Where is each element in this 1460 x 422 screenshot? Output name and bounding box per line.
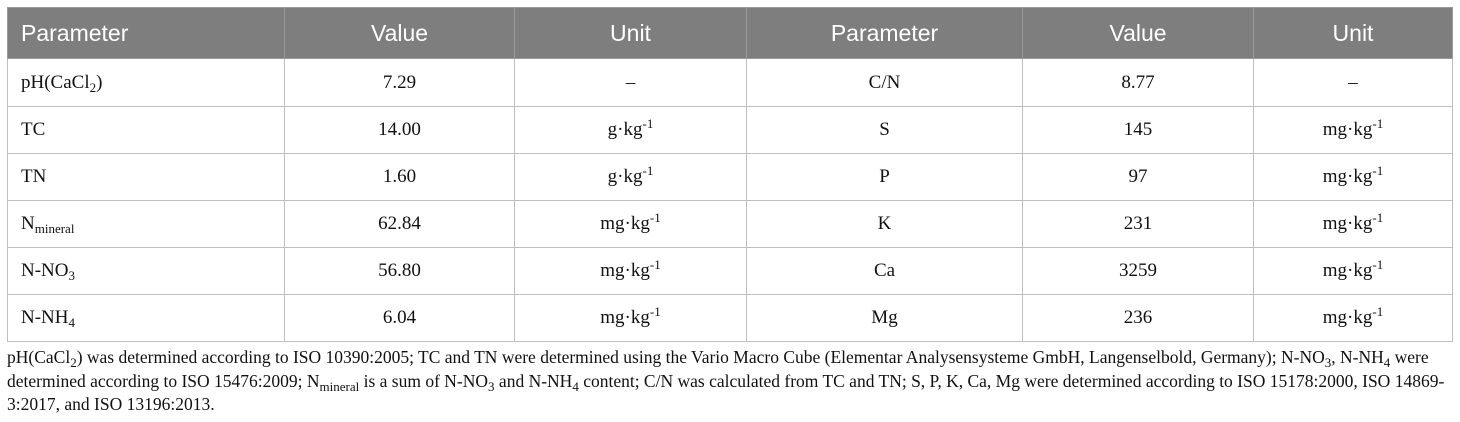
table-body xyxy=(8,59,1453,342)
parameter-subscript: mineral xyxy=(34,221,75,236)
parameter-subscript: 3 xyxy=(68,268,75,283)
header-value-2: Value xyxy=(1023,8,1254,59)
table-footnote xyxy=(7,346,1452,417)
value-cell: 7.29 xyxy=(285,59,515,107)
value-cell: 62.84 xyxy=(285,201,515,248)
value-cell: 145 xyxy=(1023,107,1254,154)
parameter-cell xyxy=(747,248,1023,295)
header-value-1: Value xyxy=(285,8,515,59)
unit-cell xyxy=(1254,107,1453,154)
parameter-text: N xyxy=(21,213,35,234)
table-header xyxy=(8,8,1453,59)
unit-cell xyxy=(1254,295,1453,342)
unit-cell xyxy=(515,295,747,342)
value-cell: 56.80 xyxy=(285,248,515,295)
unit-exponent: -1 xyxy=(642,116,654,131)
unit-text: mg·kg xyxy=(1322,166,1373,187)
value-cell: 236 xyxy=(1023,295,1254,342)
unit-cell xyxy=(515,154,747,201)
unit-exponent: -1 xyxy=(1372,304,1384,319)
unit-exponent: -1 xyxy=(649,257,661,272)
parameter-text: Mg xyxy=(871,307,898,328)
parameter-text: C/N xyxy=(868,71,901,93)
parameter-cell xyxy=(8,248,285,295)
unit-exponent: -1 xyxy=(649,304,661,319)
header-unit-2: Unit xyxy=(1254,8,1453,59)
parameter-text: P xyxy=(879,166,890,187)
unit-text: mg·kg xyxy=(1322,213,1373,234)
parameter-text: S xyxy=(879,119,890,140)
parameter-text: Ca xyxy=(873,260,896,281)
header-parameter-1: Parameter xyxy=(8,8,285,59)
value-cell: 231 xyxy=(1023,201,1254,248)
soil-parameters-table xyxy=(7,7,1453,342)
header-unit-1: Unit xyxy=(515,8,747,59)
parameter-text-tail: ) xyxy=(96,71,103,93)
table-row xyxy=(8,201,1453,248)
unit-text: mg·kg xyxy=(600,307,650,328)
footnote-subscript: 3 xyxy=(488,378,495,394)
unit-cell xyxy=(515,59,747,107)
parameter-cell xyxy=(747,201,1023,248)
unit-exponent: -1 xyxy=(1372,163,1384,178)
unit-exponent: -1 xyxy=(1372,210,1384,225)
unit-cell xyxy=(515,248,747,295)
parameter-subscript: 4 xyxy=(68,315,75,330)
soil-parameters-table-container xyxy=(7,7,1452,342)
header-parameter-2: Parameter xyxy=(747,8,1023,59)
unit-exponent: -1 xyxy=(649,210,661,225)
unit-cell xyxy=(1254,59,1453,107)
footnote-segment: is a sum of N-NO xyxy=(359,370,489,391)
parameter-text: N-NH xyxy=(21,307,69,328)
parameter-text: N-NO xyxy=(21,260,69,281)
unit-text: mg·kg xyxy=(600,213,650,234)
table-row xyxy=(8,248,1453,295)
value-cell: 6.04 xyxy=(285,295,515,342)
parameter-cell xyxy=(8,154,285,201)
unit-text: mg·kg xyxy=(600,260,650,281)
parameter-text: pH(CaCl xyxy=(21,71,90,93)
value-cell: 8.77 xyxy=(1023,59,1254,107)
footnote-subscript: 2 xyxy=(70,355,77,370)
unit-cell xyxy=(1254,248,1453,295)
unit-cell xyxy=(515,201,747,248)
header-row xyxy=(8,8,1453,59)
footnote-subscript: 4 xyxy=(572,378,579,394)
parameter-cell xyxy=(747,295,1023,342)
parameter-text: K xyxy=(877,213,892,234)
parameter-text: TC xyxy=(21,119,46,140)
parameter-subscript: 2 xyxy=(89,79,97,95)
footnote-segment: ) was determined according to ISO 10390:2005; TC and TN were determined using the Vario Macro Cube (Elementar Analysensysteme GmbH, Langenselbold, Germany); N-NO xyxy=(76,347,1325,367)
unit-text: mg·kg xyxy=(1322,307,1373,328)
table-row xyxy=(8,154,1453,201)
unit-text: mg·kg xyxy=(1322,260,1373,281)
unit-exponent: -1 xyxy=(642,163,654,178)
footnote-segment: , N-NH xyxy=(1331,347,1384,367)
footnote-subscript: mineral xyxy=(319,378,360,394)
unit-cell xyxy=(1254,201,1453,248)
footnote-segment: content; C/N was calculated from TC and TN; S, P, K, Ca, Mg were determined according to ISO 15178:2000, ISO 14869-3:2017, and ISO 13196:2013. xyxy=(7,370,1445,414)
value-cell: 14.00 xyxy=(285,107,515,154)
parameter-cell xyxy=(747,59,1023,107)
table-row xyxy=(8,59,1453,107)
unit-cell xyxy=(515,107,747,154)
unit-text: mg·kg xyxy=(1322,119,1373,140)
value-cell: 97 xyxy=(1023,154,1254,201)
parameter-cell xyxy=(8,59,285,107)
footnote-segment: pH(CaCl xyxy=(7,347,71,367)
unit-text: – xyxy=(1348,71,1358,93)
footnote-segment: and N-NH xyxy=(494,370,573,391)
unit-exponent: -1 xyxy=(1372,116,1384,131)
parameter-cell xyxy=(8,107,285,154)
unit-cell xyxy=(1254,154,1453,201)
footnote-subscript: 4 xyxy=(1383,355,1391,370)
footnote-text xyxy=(7,346,1452,417)
unit-text: g·kg xyxy=(607,119,643,140)
footnote-segment: were determined according to ISO 15476:2009; N xyxy=(7,347,1429,391)
value-cell: 3259 xyxy=(1023,248,1254,295)
parameter-text: TN xyxy=(21,166,47,187)
unit-text: g·kg xyxy=(607,166,643,187)
unit-text: – xyxy=(625,71,636,93)
footnote-subscript: 3 xyxy=(1324,355,1332,370)
parameter-cell xyxy=(8,201,285,248)
parameter-cell xyxy=(747,107,1023,154)
table-row xyxy=(8,295,1453,342)
value-cell: 1.60 xyxy=(285,154,515,201)
parameter-cell xyxy=(8,295,285,342)
table-row xyxy=(8,107,1453,154)
unit-exponent: -1 xyxy=(1372,257,1384,272)
parameter-cell xyxy=(747,154,1023,201)
